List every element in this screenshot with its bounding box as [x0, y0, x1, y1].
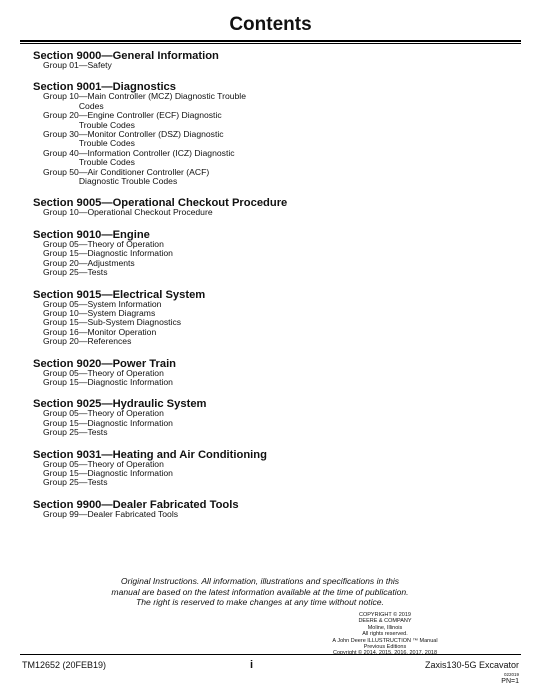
section-heading — [33, 290, 503, 300]
group-number: Group 10 — [43, 91, 79, 102]
group-entry — [33, 378, 503, 387]
group-list — [33, 92, 503, 186]
group-number: Group 40 — [43, 147, 79, 158]
section-title: —Power Train — [101, 357, 177, 370]
group-title: —Operational Checkout Procedure — [78, 207, 213, 218]
section-number: Section 9001 — [33, 81, 102, 94]
section-number: Section 9031 — [33, 448, 102, 461]
group-number: Group 05 — [43, 298, 79, 309]
group-title: —Tests — [78, 427, 108, 438]
group-title: —Tests — [78, 477, 108, 488]
group-number: Group 30 — [43, 129, 79, 140]
group-entry — [33, 478, 503, 487]
group-list — [33, 208, 503, 217]
group-number: Group 20 — [43, 110, 79, 121]
section-title: —Engine — [101, 228, 150, 241]
group-number: Group 01 — [43, 60, 79, 70]
section-number: Section 9015 — [33, 288, 102, 301]
group-number: Group 05 — [43, 238, 79, 249]
toc-section — [33, 51, 503, 70]
section-number: Section 9000 — [33, 50, 102, 62]
footer-page-number: i — [250, 659, 254, 671]
group-number: Group 15 — [43, 467, 79, 478]
footer-date-code: 022019 — [503, 672, 519, 677]
group-number: Group 05 — [43, 458, 79, 469]
group-number: Group 10 — [43, 307, 79, 318]
section-title: —Operational Checkout Procedure — [101, 197, 288, 210]
group-title: —Theory of Operation — [78, 367, 164, 378]
group-list — [33, 460, 503, 488]
group-title: —Air Conditioner Controller (ACF) Diagnostic Trouble Codes — [78, 166, 210, 187]
toc-section — [33, 198, 503, 217]
group-entry — [33, 61, 503, 70]
group-number: Group 15 — [43, 417, 79, 428]
group-title: —Sub-System Diagnostics — [78, 317, 182, 328]
group-number: Group 10 — [43, 207, 79, 218]
section-title: —Heating and Air Conditioning — [101, 448, 267, 461]
group-title: —Tests — [78, 267, 108, 278]
section-number: Section 9010 — [33, 228, 102, 241]
group-list — [33, 369, 503, 388]
group-entry — [33, 111, 503, 130]
group-entry — [33, 510, 503, 519]
group-title: —Theory of Operation — [78, 458, 164, 469]
copyright-line: A John Deere ILLUSTRUCTION ™ Manual — [332, 637, 438, 644]
toc-section — [33, 399, 503, 437]
copyright-line: COPYRIGHT © 2019 — [359, 612, 411, 618]
section-title: —Dealer Fabricated Tools — [101, 498, 239, 511]
title-rule-thin — [20, 43, 521, 44]
group-number: Group 25 — [43, 477, 79, 488]
section-title: —Diagnostics — [101, 81, 177, 94]
group-number: Group 25 — [43, 267, 79, 278]
group-entry — [33, 130, 503, 149]
group-list — [33, 61, 503, 70]
group-title: —Dealer Fabricated Tools — [78, 508, 179, 519]
footer-machine-name: Zaxis130-5G Excavator — [424, 660, 519, 670]
group-title: —Diagnostic Information — [78, 467, 173, 478]
group-entry — [33, 92, 503, 111]
group-number: Group 50 — [43, 166, 79, 177]
group-list — [33, 240, 503, 278]
group-number: Group 20 — [43, 336, 79, 347]
copyright-line: All rights reserved. — [362, 631, 408, 638]
group-number: Group 16 — [43, 326, 79, 337]
notice-line: The right is reserved to make changes at any time without notice. — [136, 597, 384, 607]
group-title: —Monitor Operation — [78, 326, 157, 337]
section-number: Section 9025 — [33, 398, 102, 411]
group-list — [33, 510, 503, 519]
group-title: —Theory of Operation — [78, 408, 164, 419]
group-number: Group 20 — [43, 257, 79, 268]
footer-pn: PN=1 — [501, 678, 519, 685]
group-title: —Diagnostic Information — [78, 376, 173, 387]
group-title: —System Diagrams — [78, 307, 156, 318]
title-rule — [20, 40, 521, 42]
group-entry — [33, 428, 503, 437]
group-list — [33, 300, 503, 347]
group-number: Group 05 — [43, 367, 79, 378]
group-entry — [33, 149, 503, 168]
group-title: —Engine Controller (ECF) Diagnostic Trouble Codes — [78, 110, 222, 130]
group-entry — [33, 208, 503, 217]
group-title: —References — [78, 336, 132, 347]
page-title: Contents — [229, 14, 312, 35]
toc-section — [33, 359, 503, 388]
toc-section — [33, 230, 503, 278]
copyright-line: Previous Editions — [363, 644, 407, 651]
section-number: Section 9005 — [33, 197, 102, 210]
group-entry — [33, 268, 503, 277]
table-of-contents — [33, 51, 503, 531]
group-number: Group 99 — [43, 508, 79, 519]
section-title: —Hydraulic System — [101, 398, 207, 411]
toc-section — [33, 500, 503, 519]
notice-line: Original Instructions. All information, illustrations and specifications in this — [120, 576, 400, 586]
notice-text — [60, 576, 460, 608]
group-number: Group 05 — [43, 408, 79, 419]
group-title: —Monitor Controller (DSZ) Diagnostic Trouble Codes — [78, 129, 224, 149]
group-entry — [33, 337, 503, 346]
copyright-block — [300, 612, 470, 657]
group-title: —System Information — [78, 298, 162, 309]
group-title: —Diagnostic Information — [78, 248, 173, 259]
footer-manual-number: TM12652 (20FEB19) — [22, 660, 107, 670]
group-number: Group 25 — [43, 427, 79, 438]
copyright-line: Moline, Illinois — [367, 624, 403, 631]
group-number: Group 15 — [43, 376, 79, 387]
copyright-line: DEERE & COMPANY — [358, 618, 412, 625]
group-number: Group 15 — [43, 317, 79, 328]
section-title: —General Information — [101, 50, 219, 62]
group-title: —Diagnostic Information — [78, 417, 173, 428]
toc-section — [33, 82, 503, 186]
group-title: —Adjustments — [78, 257, 135, 268]
section-number: Section 9900 — [33, 498, 102, 511]
copyright-line: Copyright © 2014, 2015, 2016, 2017, 2018 — [332, 650, 438, 657]
group-entry — [33, 168, 503, 187]
section-title: —Electrical System — [101, 288, 206, 301]
footer-rule — [20, 654, 521, 655]
toc-section — [33, 450, 503, 488]
group-number: Group 15 — [43, 248, 79, 259]
group-title: —Information Controller (ICZ) Diagnostic Trouble Codes — [78, 147, 235, 168]
group-title: —Theory of Operation — [78, 238, 164, 249]
group-list — [33, 409, 503, 437]
toc-section — [33, 290, 503, 347]
group-title: —Main Controller (MCZ) Diagnostic Trouble Codes — [78, 91, 246, 111]
section-number: Section 9020 — [33, 357, 102, 370]
group-title: —Safety — [78, 60, 112, 70]
notice-line: manual are based on the latest information available at the time of publication. — [111, 586, 409, 597]
